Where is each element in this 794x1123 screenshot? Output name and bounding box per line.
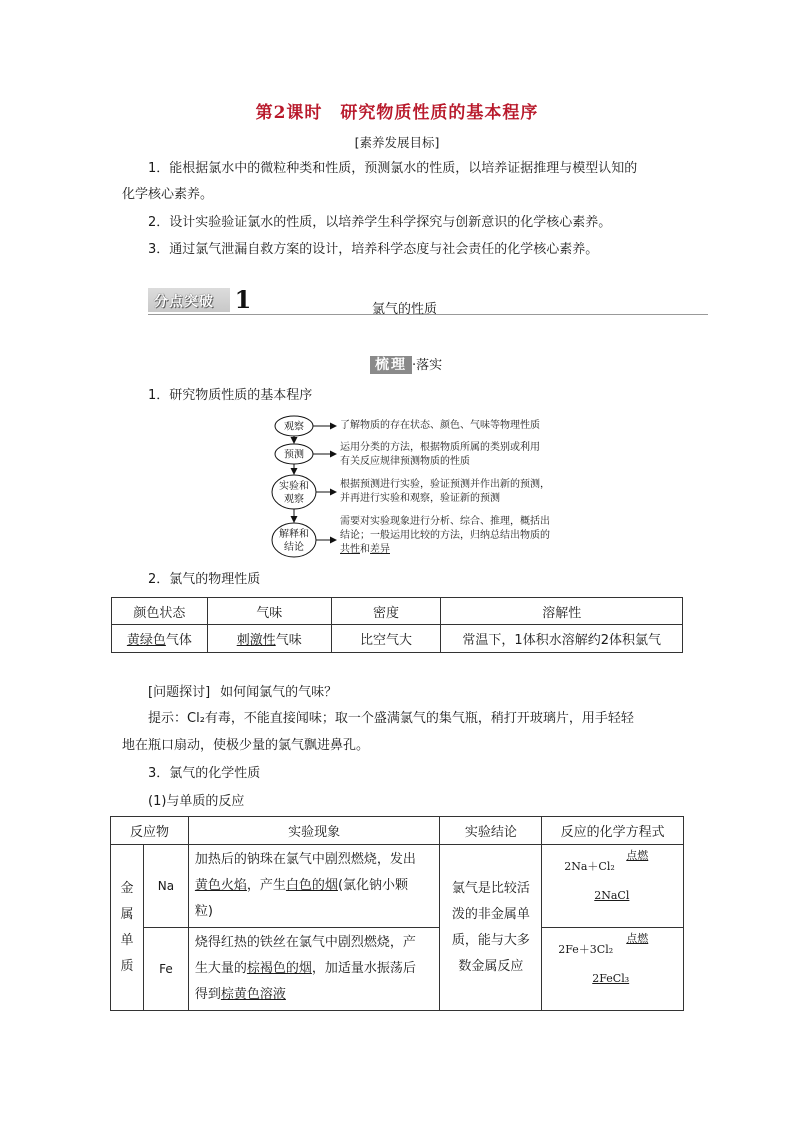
goal-2: 2．设计实验验证氯水的性质，以培养学生科学探究与创新意识的化学核心素养。: [148, 215, 612, 230]
page-title: [0, 98, 794, 123]
conclusion-line: 数金属反应: [458, 958, 524, 974]
node-observe-label: 观察: [284, 421, 304, 433]
item-3-heading: 3．氯气的化学性质: [148, 766, 261, 781]
cell-color-answer: 黄绿色: [126, 633, 166, 648]
phenomenon-line: 烧得红热的铁丝在氯气中剧烈燃烧，产: [194, 935, 416, 950]
section-divider: [148, 314, 708, 315]
desc-line: 根据预测进行实验，验证预测并作出新的预测，: [340, 479, 550, 490]
phenomenon-text: 生大量的: [194, 961, 247, 976]
item-2-heading: 2．氯气的物理性质: [148, 572, 261, 587]
table-row-na: [111, 845, 684, 928]
inquiry-question: 如何闻氯气的气味？: [220, 685, 338, 700]
banner-text: 分点突破: [154, 294, 214, 310]
eq-condition: 点燃: [626, 932, 649, 945]
eq-left: 2Na＋Cl₂: [564, 860, 615, 873]
group-label-cell: [111, 845, 144, 1011]
table-header-row: [112, 598, 683, 625]
lesson-number: 第2课时: [255, 103, 323, 123]
conclusion-line: 泼的非金属单: [451, 906, 530, 922]
table-row-fe: [111, 928, 684, 1011]
header-cell: 实验现象: [188, 817, 440, 845]
desc-line: 了解物质的存在状态、颜色、气味等物理性质: [340, 420, 540, 431]
item-1-heading: 1．研究物质性质的基本程序: [148, 388, 313, 403]
phenomenon-line: [195, 956, 440, 982]
desc-line: 并再进行实验和观察，验证新的预测: [340, 493, 500, 504]
phenomenon-text: ，加适量水振荡后: [311, 961, 416, 976]
table-header-row: [111, 817, 684, 845]
table-row: [112, 625, 683, 653]
desc-predict: [340, 441, 540, 469]
reactant-fe: Fe: [143, 928, 188, 1011]
cell-smell: [207, 625, 331, 653]
header-cell: 颜色状态: [112, 598, 208, 625]
subhead-box: 梳理: [370, 356, 412, 374]
phenomenon-line: 粒): [194, 904, 213, 919]
goal-3: 3．通过氯气泄漏自救方案的设计，培养科学态度与社会责任的化学核心素养。: [148, 242, 599, 257]
desc-line: 结论；一般运用比较的方法，归纳总结出物质的: [340, 530, 550, 541]
inquiry-tag: [问题探讨]: [148, 685, 211, 700]
desc-line: 需要对实验现象进行分析、综合、推理，概括出: [340, 516, 550, 527]
goal-1-cont: 化学核心素养。: [122, 187, 214, 202]
phenomenon-na: [188, 845, 440, 928]
eq-right: 2NaCl: [594, 889, 630, 902]
conclusion-line: 氯气是比较活: [451, 880, 530, 896]
desc-line-last: [340, 543, 550, 557]
answer-brown-yellow-solution: 棕黄色溶液: [220, 987, 286, 1002]
goals-heading: [素养发展目标]: [354, 135, 440, 150]
eq-right: 2FeCl₃: [592, 972, 630, 985]
header-cell: 气味: [207, 598, 331, 625]
phenomenon-line: 加热后的钠珠在氯气中剧烈燃烧，发出: [194, 852, 416, 867]
group-char: 质: [120, 958, 134, 974]
header-cell: 反应的化学方程式: [542, 817, 684, 845]
header-cell: 实验结论: [440, 817, 542, 845]
equation-na-box: [542, 845, 683, 927]
conclusion-line: 质，能与大多: [451, 932, 530, 948]
banner-number: 1: [230, 286, 256, 314]
cell-smell-rest: 气味: [275, 633, 302, 648]
research-flow-diagram: [260, 410, 580, 570]
phenomenon-line: [195, 982, 440, 1008]
group-char: 属: [120, 906, 134, 922]
eq-left: 2Fe＋3Cl₂: [558, 943, 614, 956]
phenomenon-line: [195, 873, 440, 899]
cell-smell-answer: 刺激性: [236, 633, 276, 648]
desc-line: 运用分类的方法，根据物质所属的类别或利用: [340, 442, 540, 453]
header-cell: 密度: [331, 598, 441, 625]
physical-properties-table: [111, 597, 683, 653]
answer-white-smoke: 白色的烟: [285, 878, 338, 893]
phenomenon-text: 得到: [194, 987, 221, 1002]
section-banner: [148, 285, 256, 314]
node-experiment-label-2: 观察: [284, 494, 304, 505]
desc-observe: [340, 419, 540, 433]
conclusion-cell: [440, 845, 542, 1011]
cell-solubility: 常温下，1体积水溶解约2体积氯气: [441, 625, 683, 653]
group-char: 金: [120, 880, 134, 896]
desc-difference: 差异: [370, 544, 390, 555]
desc-conclude: [340, 515, 550, 557]
hint-line-2: 地在瓶口扇动，使极少量的氯气飘进鼻孔。: [122, 738, 370, 753]
lesson-title: 研究物质性质的基本程序: [340, 103, 539, 123]
answer-brown-smoke: 棕褐色的烟: [246, 961, 312, 976]
equation-na: [542, 845, 684, 928]
node-conclude-label-1: 解释和: [279, 529, 309, 540]
equation-fe-box: [542, 928, 683, 1010]
desc-and: 和: [360, 544, 370, 555]
section-topic: 氯气的性质: [372, 302, 438, 317]
hint-line-1: 提示：Cl₂有毒，不能直接闻味；取一个盛满氯气的集气瓶，稍打开玻璃片，用手轻轻: [148, 711, 634, 726]
item-3-1-heading: (1)与单质的反应: [148, 794, 245, 809]
desc-experiment: [340, 478, 550, 506]
cell-color: [112, 625, 208, 653]
node-experiment-label-1: 实验和: [279, 481, 309, 492]
phenomenon-text: ，产生: [246, 878, 286, 893]
reactant-na: Na: [143, 845, 188, 928]
inquiry: [148, 680, 337, 706]
answer-yellow-flame: 黄色火焰: [194, 878, 247, 893]
phenomenon-text: (氯化钠小颗: [337, 878, 409, 893]
goal-1: 1．能根据氯水中的微粒种类和性质，预测氯水的性质，以培养证据推理与模型认知的: [148, 161, 638, 176]
cell-color-rest: 气体: [165, 633, 192, 648]
phenomenon-fe: [188, 928, 440, 1011]
subhead: [370, 354, 442, 374]
chemical-properties-table: [110, 816, 684, 1011]
equation-fe: [542, 928, 684, 1011]
node-predict-label: 预测: [284, 449, 304, 461]
cell-density: 比空气大: [331, 625, 441, 653]
eq-condition: 点燃: [626, 849, 649, 862]
desc-commonality: 共性: [340, 544, 360, 555]
group-char: 单: [120, 932, 134, 948]
header-cell: 反应物: [111, 817, 189, 845]
node-conclude-label-2: 结论: [284, 542, 304, 553]
header-cell: 溶解性: [441, 598, 683, 625]
subhead-rest: ·落实: [412, 358, 443, 373]
desc-line: 有关反应规律预测物质的性质: [340, 456, 470, 467]
